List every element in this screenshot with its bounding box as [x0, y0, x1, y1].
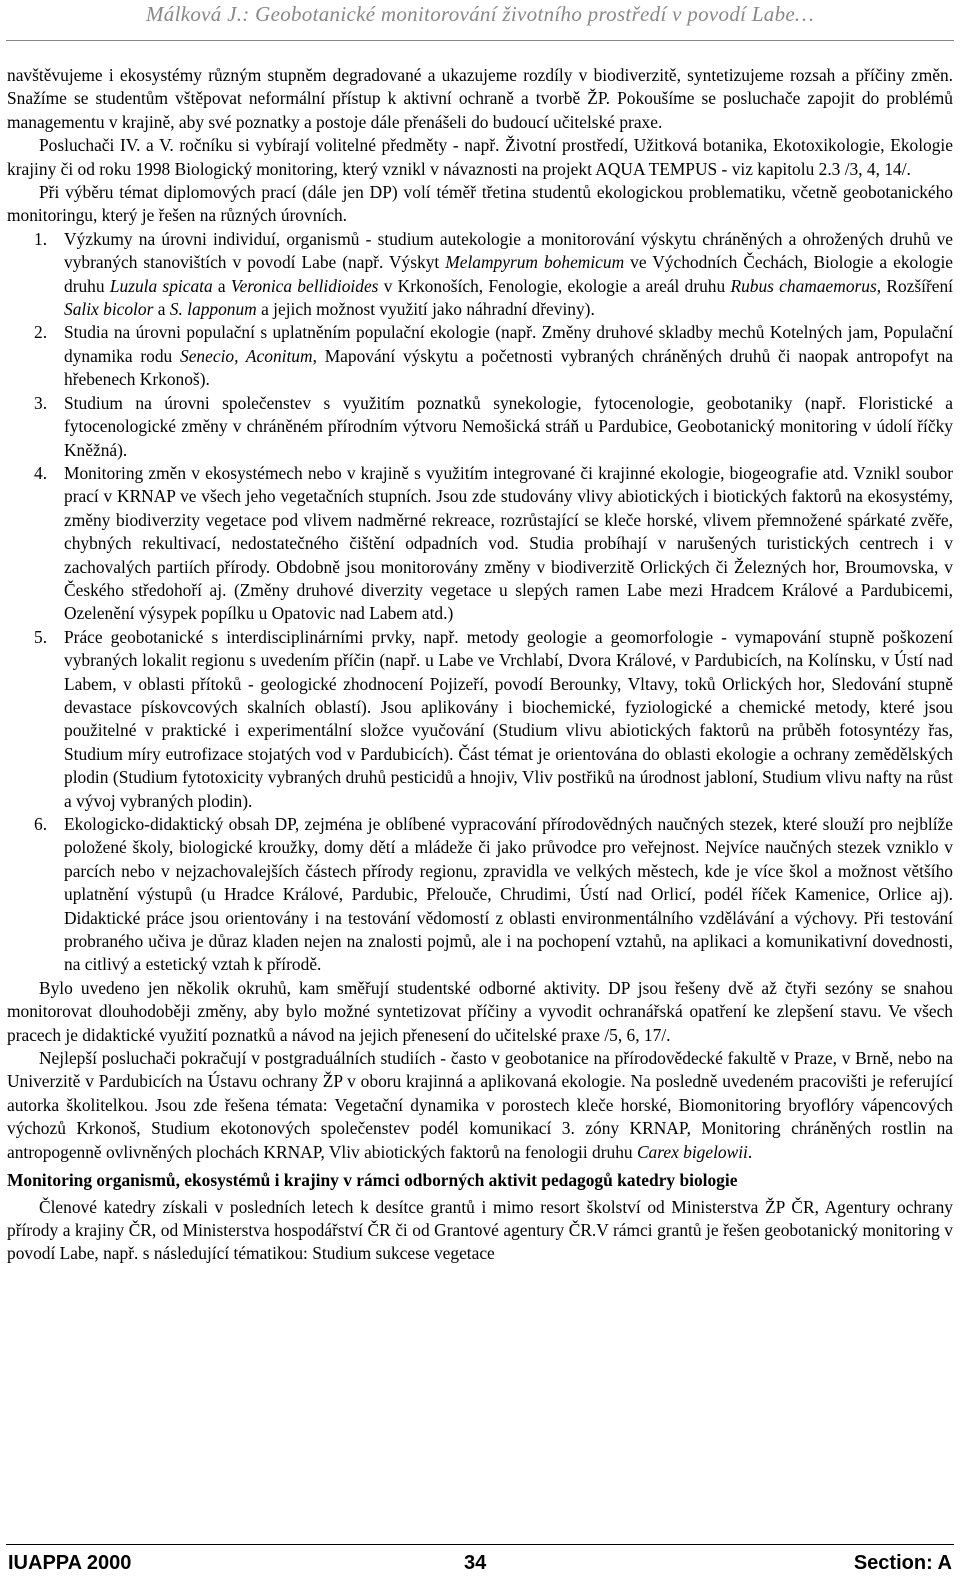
- list-item: [7, 462, 953, 626]
- list-item-number: 1.: [34, 228, 48, 249]
- paragraph-5-end: .: [747, 1141, 753, 1162]
- document-body: [7, 64, 953, 1266]
- list-item: [7, 626, 953, 813]
- list-item-text: Práce geobotanické s interdisciplinárními prvky, např. metody geologie a geomorfologie - vymapování stupně poškození vybraných lokalit regionu s uvedením příčin (např. u Labe ve Vrchlabí, Dvora Králové, v Pardubicích, na Kolínsku, v Ústí nad Labem, v oblasti přítoků - geologické zhodnocení Pojizeří, povodí Berounky, Vltavy, toků Orlických hor, Sledování stupně devastace pískovcových skalních oblastí). Jsou aplikovány i biochemické, fyziologické a chemické metody, které jsou použitelné v praktické i experimentální složce vyučování (Studium vlivu abiotických faktorů na průběh fotosyntézy řas, Studium míry eutrofizace stojatých vod v Pardubicích). Část témat je orientována do oblasti ekologie a ochrany zemědělských plodin (Studium fytotoxicity vybraných druhů pesticidů a hnojiv, Vliv postřiků na úrodnost jabloní, Studium vlivu nafty na růst a vývoj vybraných plodin).: [64, 626, 953, 811]
- paragraph-3: Při výběru témat diplomových prací (dále jen DP) volí téměř třetina studentů ekologickou problematiku, včetně geobotanického monitoringu, který je řešen na různých úrovních.: [7, 182, 953, 226]
- list-item-text: , Mapování výskytu a početnosti vybraných chráněných druhů či naopak antropofyt na hřebenech Krkonoš).: [64, 345, 954, 390]
- paragraph-5-main: Nejlepší posluchači pokračují v postgraduálních studiích - často v geobotanice na přírodovědecké fakultě v Praze, v Brně, nebo na Univerzitě v Pardubicích na Ústavu ochrany ŽP v oboru krajinná a aplikovaná ekologie. Na posledně uvedeném pracovišti je referující autorka školitelkou. Jsou zde řešena témata: Vegetační dynamika v porostech kleče horské, Biomonitoring bryoflóry vápencových výchozů Krkonoš, Studium ekotonových společenstev podél komunikací 3. zóny KRNAP, Monitoring chráněných rostlin na antropogenně ovlivněných plochách KRNAP, Vliv abiotických faktorů na fenologii druhu: [7, 1048, 953, 1162]
- paragraph-6: Členové katedry získali v posledních letech k desítce grantů i mimo resort školství od Ministerstva ŽP ČR, Agentury ochrany přírody a krajiny ČR, od Ministerstva hospodářství ČR či od Grantové agentury ČR.V rámci grantů je řešen geobotanický monitoring v povodí Labe, např. s následující tématikou: Studium sukcese vegetace: [7, 1196, 953, 1264]
- list-item: [7, 228, 953, 322]
- list-item-number: 5.: [34, 626, 48, 647]
- list-item-number: 4.: [34, 462, 48, 483]
- list-item-text: Monitoring změn v ekosystémech nebo v krajině s využitím integrované či krajinné ekologie, biogeografie atd. Vznikl soubor prací v KRNAP ve všech jeho vegetačních stupních. Jsou zde studovány vlivy abiotických i biotických faktorů na ekosystémy, změny biodiverzity vegetace pod vlivem nadměrné rekreace, rozrůstající se kleče horské, vlivem přemnožené spárkaté zvěře, chybných rekultivací, nedostatečného čištění odpadních vod. Studia probíhají v narušených turistických centrech i v zachovalých partiích přírody. Obdobně jsou monitorovány změny v biodiverzitě Orlických či Železných hor, Broumovska, v Českého středohoří aj. (Změny druhové diverzity vegetace u slepých ramen Labe mezi Hradcem Králové a Pardubicemi, Ozelenění výsypek popílku u Opatovic nad Labem atd.): [64, 462, 953, 624]
- species-name: Luzula spicata: [109, 275, 213, 296]
- paragraph-4: Bylo uvedeno jen několik okruhů, kam směřují studentské odborné aktivity. DP jsou řešeny dvě až čtyři sezóny se snahou monitorovat dlouhodoběji změny, aby bylo možné syntetizovat příčiny a vyvodit ochranářská opatření ke zlepšení stavu. Ve všech pracech je didaktické využití poznatků a návod na jejich přenesení do učitelské praxe /5, 6, 17/.: [7, 977, 953, 1045]
- list-item-text: a: [212, 275, 231, 296]
- page-footer: [8, 1548, 952, 1578]
- list-item-number: 3.: [34, 392, 48, 413]
- paragraph-1: navštěvujeme i ekosystémy různým stupněm degradované a ukazujeme rozdíly v biodiverzitě, syntetizujeme rozsah a příčiny změn. Snažíme se studentům vštěpovat neformální přístup k aktivní ochraně a tvorbě ŽP. Pokoušíme se posluchače zapojit do problémů managementu v krajině, aby své poznatky a postoje dále přenášeli do budoucí učitelské praxe.: [7, 65, 953, 132]
- species-name: S. lapponum: [169, 299, 257, 320]
- list-item-text: Ekologicko-didaktický obsah DP, zejména je oblíbené vypracování přírodovědných naučných stezek, které slouží pro nejblíže položené školy, biologické kroužky, domy dětí a mládeže či jako průvodce pro veřejnost. Nejvíce naučných stezek vzniklo v parcích nebo v nejzachovalejších částech přírody regionu, zpravidla ve velkých městech, kde je více škol a možnost většího uplatnění výstupů (u Hradce Králové, Pardubic, Přelouče, Chrudimi, Ústí nad Orlicí, podél říček Kamenice, Orlice aj). Didaktické práce jsou orientovány i na testování vědomostí z oblasti environmentálního vzdělávání a výchovy. Při testování probraného učiva je důraz kladen nejen na znalosti pojmů, ale i na pochopení vztahů, na aplikaci a komunikativní dovednosti, na citlivý a estetický vztah k přírodě.: [64, 814, 953, 975]
- list-item-text: a: [153, 299, 170, 320]
- footer-section: Section: A: [853, 1552, 952, 1574]
- species-name: Salix bicolor: [64, 299, 154, 320]
- species-name: Senecio, Aconitum: [180, 345, 313, 366]
- list-item: [7, 321, 953, 391]
- footer-conference: IUAPPA 2000: [8, 1552, 132, 1574]
- running-header: Málková J.: Geobotanické monitorování životního prostředí v povodí Labe…: [145, 2, 814, 26]
- paragraph-5: [7, 1047, 953, 1164]
- species-name: Veronica bellidioides: [230, 275, 379, 296]
- list-item-text: Studia na úrovni populační s uplatněním populační ekologie (např. Změny druhové skladby mechů Kotelných jam, Populační dynamika rodu: [64, 322, 953, 366]
- species-name: Carex bigelowii: [636, 1141, 748, 1162]
- footer-page-number: 34: [464, 1552, 487, 1574]
- list-item-text: Studium na úrovni společenstev s využitím poznatků synekologie, fytocenologie, geobotaniky (např. Floristické a fytocenologické změny v chráněném přírodním výtvoru Nemošická stráň u Pardubice, Geobotanický monitoring v údolí říčky Kněžná).: [64, 392, 953, 460]
- list-item: [7, 813, 953, 977]
- list-item-text: Výzkumy na úrovni individuí, organismů - studium autekologie a monitorování výskytu chráněných a ohrožených druhů ve vybraných stanovištích v povodí Labe (např. Výskyt: [64, 228, 953, 273]
- list-item: [7, 392, 953, 462]
- footer-rule: [6, 1544, 954, 1545]
- section-heading: Monitoring organismů, ekosystémů i krajiny v rámci odborných aktivit pedagogů katedry biologie: [7, 1170, 738, 1191]
- species-name: Melampyrum bohemicum: [445, 252, 625, 273]
- list-item-text: v Krkonoších, Fenologie, ekologie a areál druhu: [378, 275, 731, 296]
- header-rule: [6, 40, 954, 41]
- list-item-number: 6.: [34, 814, 48, 834]
- list-item-text: , Rozšíření: [876, 275, 953, 296]
- list-item-text: ve Východních Čechách, Biologie a ekologie druhu: [64, 252, 953, 296]
- research-level-list: [7, 228, 953, 977]
- paragraph-2: Posluchači IV. a V. ročníku si vybírají volitelné předměty - např. Životní prostředí, Užitková botanika, Ekotoxikologie, Ekologie krajiny či od roku 1998 Biologický monitoring, který vznikl v návaznosti na projekt AQUA TEMPUS - viz kapitolu 2.3 /3, 4, 14/.: [7, 135, 953, 179]
- list-item-number: 2.: [34, 322, 48, 343]
- species-name: Rubus chamaemorus: [730, 275, 877, 296]
- list-item-text: a jejich možnost využití jako náhradní dřeviny).: [256, 299, 595, 320]
